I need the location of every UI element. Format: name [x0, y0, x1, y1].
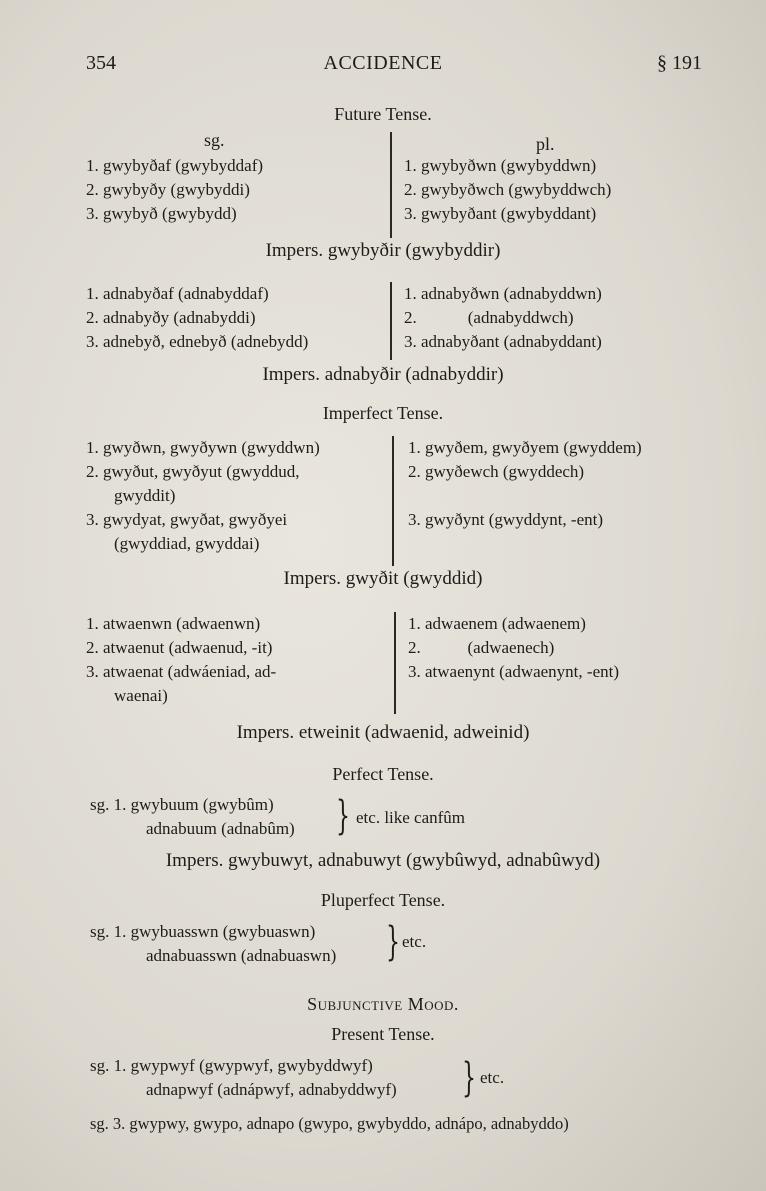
table-row: 3. gwydyat, gwyðat, gwyðyei: [86, 510, 288, 529]
table-row: 1. gwybyðwn (gwybyddwn): [404, 156, 597, 175]
table-row: 1. gwyðem, gwyðyem (gwyddem): [408, 438, 642, 457]
subjunctive-mood-heading: Subjunctive Mood.: [307, 994, 459, 1014]
table-row: 1. adnabyðwn (adnabyddwn): [404, 284, 602, 303]
table-row: 3. adnebyð, ednebyð (adnebydd): [86, 332, 309, 351]
table-row: 2. adnabyðy (adnabyddi): [86, 308, 256, 327]
pluperfect-note: etc.: [402, 932, 427, 951]
table-row: 2. atwaenut (adwaenud, -it): [86, 638, 273, 657]
future-table-1: [86, 154, 706, 232]
imperfect-table-1-pl: [408, 436, 642, 532]
imperfect-table-2-pl: [408, 612, 619, 684]
pl-label: pl.: [536, 134, 555, 154]
table-row: 3. gwyðynt (gwyddynt, -ent): [408, 510, 604, 529]
table-row: gwyddit): [114, 486, 176, 505]
column-divider: [394, 612, 396, 714]
table-row: 3. atwaenynt (adwaenynt, -ent): [408, 662, 619, 681]
imperfect-table-1-sg: [86, 436, 320, 556]
brace-glyph: }: [336, 793, 350, 839]
future-table-1-pl: [404, 154, 611, 226]
table-row: (gwyddiad, gwyddai): [114, 534, 260, 553]
table-row: 2. gwyðut, gwyðyut (gwyddud,: [86, 462, 300, 481]
column-divider: [392, 436, 394, 566]
table-row: 2. (adwaenech): [408, 638, 555, 657]
table-row: 3. atwaenat (adwáeniad, ad-: [86, 662, 277, 681]
imperfect-impers-2: Impers. etweinit (adwaenid, adweinid): [236, 722, 530, 743]
subjunctive-line-3: sg. 3. gwypwy, gwypo, adnapo (gwypo, gwybyddo, adnápo, adnabyddo): [90, 1114, 569, 1133]
imperfect-impers-1: Impers. gwyðit (gwyddid): [283, 568, 483, 589]
perfect-line-2: adnabuum (adnabûm): [146, 819, 295, 838]
future-impers-1: Impers. gwybyðir (gwybyddir): [265, 240, 501, 261]
table-row: 1. adwaenem (adwaenem): [408, 614, 586, 633]
perfect-impers: Impers. gwybuwyt, adnabuwyt (gwybûwyd, adnabûwyd): [165, 850, 601, 871]
brace-glyph: }: [386, 919, 400, 965]
imperfect-table-2: [86, 612, 716, 712]
table-row: 2. gwyðewch (gwyddech): [408, 462, 585, 481]
perfect-note: etc. like canfûm: [356, 808, 466, 827]
table-row: 2. (adnabyddwch): [404, 308, 574, 327]
future-table-1-sg: [86, 154, 263, 226]
future-table-2-pl: [404, 282, 602, 354]
table-row: 2. gwybyðwch (gwybyddwch): [404, 180, 612, 199]
imperfect-table-1: [86, 436, 716, 560]
running-header: [0, 52, 766, 78]
future-tense-heading: Future Tense.: [334, 104, 432, 124]
subjunctive-line-2: adnapwyf (adnápwyf, adnabyddwyf): [146, 1080, 397, 1099]
table-row: 1. gwyðwn, gwyðywn (gwyddwn): [86, 438, 320, 457]
imperfect-tense-heading: Imperfect Tense.: [322, 403, 444, 423]
present-tense-heading: Present Tense.: [331, 1024, 435, 1044]
table-row: waenai): [114, 686, 168, 705]
pluperfect-line-2: adnabuasswn (adnabuaswn): [146, 946, 337, 965]
subjunctive-note: etc.: [480, 1068, 505, 1087]
future-table-2-sg: [86, 282, 308, 354]
column-divider: [390, 132, 392, 238]
future-table-2: [86, 282, 706, 360]
imperfect-table-2-sg: [86, 612, 276, 708]
subjunctive-line-1: sg. 1. gwypwyf (gwypwyf, gwybyddwyf): [90, 1056, 373, 1075]
column-divider: [390, 282, 392, 360]
sg-label: sg.: [204, 130, 225, 150]
table-row: 3. gwybyð (gwybydd): [86, 204, 237, 223]
table-row: 2. gwybyðy (gwybyddi): [86, 180, 250, 199]
table-row: 1. gwybyðaf (gwybyddaf): [86, 156, 264, 175]
page-title: ACCIDENCE: [323, 52, 443, 74]
table-row: 3. gwybyðant (gwybyddant): [404, 204, 597, 223]
pluperfect-line-1: sg. 1. gwybuasswn (gwybuaswn): [90, 922, 316, 941]
perfect-tense-heading: Perfect Tense.: [332, 764, 434, 784]
perfect-line-1: sg. 1. gwybuum (gwybûm): [90, 795, 274, 814]
section-number: § 191: [657, 52, 702, 74]
table-row: 1. adnabyðaf (adnabyddaf): [86, 284, 269, 303]
table-row: 1. atwaenwn (adwaenwn): [86, 614, 261, 633]
future-impers-2: Impers. adnabyðir (adnabyddir): [262, 364, 504, 385]
table-row: 3. adnabyðant (adnabyddant): [404, 332, 602, 351]
page-number: 354: [86, 52, 116, 74]
brace-glyph: }: [462, 1055, 476, 1101]
pluperfect-tense-heading: Pluperfect Tense.: [320, 890, 446, 910]
